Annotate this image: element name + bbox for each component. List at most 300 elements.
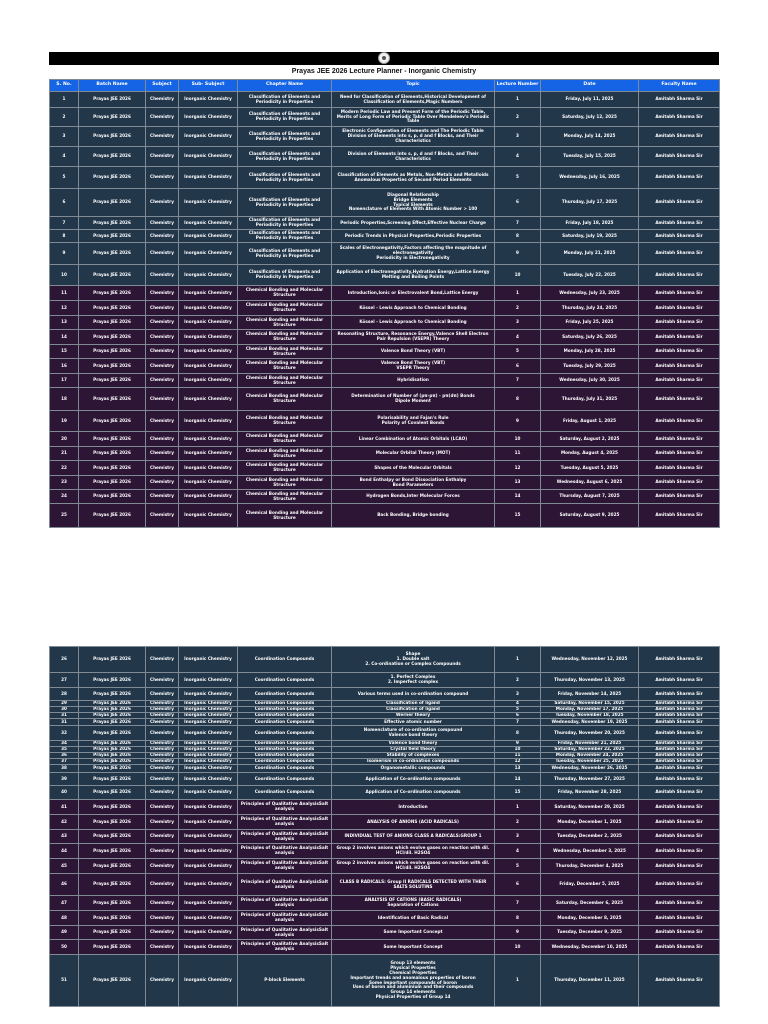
cell-chapter: Coordination Compounds: [238, 719, 332, 726]
cell-batch: Prayas JEE 2026: [79, 189, 146, 217]
cell-lecture-number: 1: [495, 800, 541, 815]
cell-batch: Prayas JEE 2026: [79, 359, 146, 374]
cell-faculty: Amitabh Sharma Sir: [639, 108, 720, 127]
cell-topic: Shapes of the Molecular Orbitals: [332, 461, 495, 476]
cell-date: Thursday, July 24, 2025: [541, 301, 639, 316]
cell-lecture-number: 5: [495, 707, 541, 713]
cell-topic: CLASS B RADICALS: Group II RADICALS DETECTED WITH THEIR SALTS SOLUTINS: [332, 874, 495, 896]
cell-lecture-number: 10: [495, 432, 541, 447]
cell-batch: Prayas JEE 2026: [79, 411, 146, 432]
table-row: [50, 926, 720, 940]
table-row: [50, 673, 720, 688]
cell-batch: Prayas JEE 2026: [79, 504, 146, 528]
cell-date: Monday, July 28, 2025: [541, 345, 639, 359]
table-row: [50, 874, 720, 896]
cell-batch: Prayas JEE 2026: [79, 461, 146, 476]
cell-topic: Kössel - Lewis Approach to Chemical Bonding: [332, 301, 495, 316]
cell-faculty: Amitabh Sharma Sir: [639, 286, 720, 301]
planner-table-top: [49, 79, 719, 528]
cell-sub-subject: Inorganic Chemistry: [179, 461, 238, 476]
cell-topic: Valence Bond Theory (VBT) VSEPR Theory: [332, 359, 495, 374]
cell-sno: 36: [50, 753, 79, 759]
cell-date: Friday, July 18, 2025: [541, 217, 639, 230]
cell-subject: Chemistry: [146, 490, 179, 504]
cell-subject: Chemistry: [146, 707, 179, 713]
cell-sno: 41: [50, 800, 79, 815]
cell-sno: 3: [50, 127, 79, 147]
cell-lecture-number: 8: [495, 388, 541, 411]
cell-chapter: Chemical Bonding and Molecular Structure: [238, 476, 332, 490]
table-row: [50, 127, 720, 147]
cell-subject: Chemistry: [146, 374, 179, 388]
cell-topic: Determination of Number of (pπ-pπ) - pπ(dπ) Bonds Dipole Moment: [332, 388, 495, 411]
cell-chapter: Principles of Qualitative AnalysisSalt analysis: [238, 830, 332, 844]
cell-topic: Nomenclature of co-ordination compound Valence bond theory: [332, 726, 495, 741]
cell-batch: Prayas JEE 2026: [79, 800, 146, 815]
cell-batch: Prayas JEE 2026: [79, 926, 146, 940]
cell-sub-subject: Inorganic Chemistry: [179, 713, 238, 719]
cell-chapter: Coordination Compounds: [238, 713, 332, 719]
cell-date: Friday, November 28, 2025: [541, 786, 639, 800]
cell-chapter: Chemical Bonding and Molecular Structure: [238, 301, 332, 316]
cell-date: Tuesday, November 18, 2025: [541, 713, 639, 719]
top-banner: [49, 52, 719, 65]
table-row: [50, 243, 720, 265]
cell-batch: Prayas JEE 2026: [79, 874, 146, 896]
cell-sub-subject: Inorganic Chemistry: [179, 800, 238, 815]
cell-topic: Application of Electronegativity,Hydration Energy,Lattice Energy Melting and Boiling Points: [332, 265, 495, 286]
cell-date: Friday, July 11, 2025: [541, 92, 639, 108]
cell-date: Saturday, July 12, 2025: [541, 108, 639, 127]
table-row: [50, 345, 720, 359]
cell-lecture-number: 3: [495, 127, 541, 147]
cell-faculty: Amitabh Sharma Sir: [639, 741, 720, 747]
cell-sno: 43: [50, 830, 79, 844]
table-row: [50, 759, 720, 765]
cell-subject: Chemistry: [146, 701, 179, 707]
cell-batch: Prayas JEE 2026: [79, 940, 146, 955]
cell-batch: Prayas JEE 2026: [79, 701, 146, 707]
cell-faculty: Amitabh Sharma Sir: [639, 490, 720, 504]
cell-date: Monday, December 1, 2025: [541, 815, 639, 830]
table-row: [50, 92, 720, 108]
page-title: Prayas JEE 2026 Lecture Planner - Inorganic Chemistry: [291, 68, 477, 75]
cell-chapter: Principles of Qualitative AnalysisSalt analysis: [238, 874, 332, 896]
cell-date: Wednesday, November 19, 2025: [541, 719, 639, 726]
cell-sub-subject: Inorganic Chemistry: [179, 726, 238, 741]
cell-batch: Prayas JEE 2026: [79, 765, 146, 773]
cell-faculty: Amitabh Sharma Sir: [639, 747, 720, 753]
cell-topic: Crystal field theory: [332, 747, 495, 753]
cell-sub-subject: Inorganic Chemistry: [179, 844, 238, 859]
cell-topic: ANALYSIS OF CATIONS (BASIC RADICALS) Separation of Cations: [332, 896, 495, 911]
cell-chapter: Chemical Bonding and Molecular Structure: [238, 286, 332, 301]
cell-faculty: Amitabh Sharma Sir: [639, 447, 720, 461]
cell-topic: Classification of Elements as Metals, Non-Metals and Metalloids Anomalous Properties of Second Period Elements: [332, 167, 495, 189]
cell-date: Friday, November 14, 2025: [541, 688, 639, 701]
cell-subject: Chemistry: [146, 719, 179, 726]
cell-faculty: Amitabh Sharma Sir: [639, 647, 720, 673]
cell-faculty: Amitabh Sharma Sir: [639, 844, 720, 859]
cell-subject: Chemistry: [146, 874, 179, 896]
cell-lecture-number: 13: [495, 476, 541, 490]
column-header: Date: [541, 80, 639, 92]
cell-date: Tuesday, December 9, 2025: [541, 926, 639, 940]
cell-sno: 18: [50, 388, 79, 411]
table-row: [50, 411, 720, 432]
cell-date: Thursday, July 17, 2025: [541, 189, 639, 217]
cell-batch: Prayas JEE 2026: [79, 316, 146, 330]
cell-sno: 20: [50, 432, 79, 447]
cell-faculty: Amitabh Sharma Sir: [639, 753, 720, 759]
table-row: [50, 301, 720, 316]
cell-sub-subject: Inorganic Chemistry: [179, 830, 238, 844]
cell-sno: 15: [50, 345, 79, 359]
column-header: Batch Name: [79, 80, 146, 92]
cell-faculty: Amitabh Sharma Sir: [639, 688, 720, 701]
cell-chapter: Coordination Compounds: [238, 673, 332, 688]
cell-batch: Prayas JEE 2026: [79, 243, 146, 265]
cell-date: Thursday, December 4, 2025: [541, 859, 639, 874]
cell-date: Monday, November 17, 2025: [541, 707, 639, 713]
cell-faculty: Amitabh Sharma Sir: [639, 701, 720, 707]
cell-lecture-number: 12: [495, 759, 541, 765]
cell-chapter: Principles of Qualitative AnalysisSalt analysis: [238, 844, 332, 859]
table-row: [50, 896, 720, 911]
cell-faculty: Amitabh Sharma Sir: [639, 926, 720, 940]
cell-topic: INDIVIDUAL TEST OF ANIONS CLASS A RADICALS:GROUP 1: [332, 830, 495, 844]
cell-topic: Resonating Structure, Resonance Energy,Valence Shell Electron Pair Repulsion (VSEPR) Theory: [332, 330, 495, 345]
cell-subject: Chemistry: [146, 940, 179, 955]
cell-sub-subject: Inorganic Chemistry: [179, 701, 238, 707]
cell-subject: Chemistry: [146, 411, 179, 432]
cell-lecture-number: 6: [495, 713, 541, 719]
cell-lecture-number: 9: [495, 243, 541, 265]
cell-subject: Chemistry: [146, 447, 179, 461]
table-row: [50, 147, 720, 167]
cell-batch: Prayas JEE 2026: [79, 688, 146, 701]
cell-subject: Chemistry: [146, 753, 179, 759]
cell-subject: Chemistry: [146, 167, 179, 189]
cell-date: Tuesday, November 25, 2025: [541, 759, 639, 765]
cell-topic: Various terms used in co-ordination compound: [332, 688, 495, 701]
cell-lecture-number: 5: [495, 859, 541, 874]
cell-sub-subject: Inorganic Chemistry: [179, 647, 238, 673]
cell-lecture-number: 4: [495, 147, 541, 167]
cell-sub-subject: Inorganic Chemistry: [179, 127, 238, 147]
cell-chapter: P-block Elements: [238, 955, 332, 1007]
cell-subject: Chemistry: [146, 786, 179, 800]
cell-lecture-number: 1: [495, 92, 541, 108]
cell-sno: 37: [50, 759, 79, 765]
cell-sno: 4: [50, 147, 79, 167]
cell-date: Tuesday, December 2, 2025: [541, 830, 639, 844]
table-row: [50, 265, 720, 286]
cell-chapter: Coordination Compounds: [238, 647, 332, 673]
cell-chapter: Chemical Bonding and Molecular Structure: [238, 411, 332, 432]
cell-subject: Chemistry: [146, 688, 179, 701]
cell-faculty: Amitabh Sharma Sir: [639, 874, 720, 896]
cell-lecture-number: 2: [495, 108, 541, 127]
cell-sno: 40: [50, 786, 79, 800]
cell-batch: Prayas JEE 2026: [79, 747, 146, 753]
cell-sub-subject: Inorganic Chemistry: [179, 217, 238, 230]
cell-sno: 29: [50, 701, 79, 707]
cell-faculty: Amitabh Sharma Sir: [639, 830, 720, 844]
planner-table-bottom: [49, 646, 719, 1007]
cell-lecture-number: 10: [495, 940, 541, 955]
cell-subject: Chemistry: [146, 432, 179, 447]
cell-batch: Prayas JEE 2026: [79, 286, 146, 301]
cell-batch: Prayas JEE 2026: [79, 301, 146, 316]
column-header: Lecture Number: [495, 80, 541, 92]
cell-sub-subject: Inorganic Chemistry: [179, 741, 238, 747]
cell-lecture-number: 2: [495, 673, 541, 688]
cell-lecture-number: 7: [495, 719, 541, 726]
cell-subject: Chemistry: [146, 127, 179, 147]
cell-sno: 31: [50, 713, 79, 719]
cell-batch: Prayas JEE 2026: [79, 447, 146, 461]
cell-topic: Hybridisation: [332, 374, 495, 388]
cell-faculty: Amitabh Sharma Sir: [639, 476, 720, 490]
cell-sno: 47: [50, 896, 79, 911]
cell-faculty: Amitabh Sharma Sir: [639, 896, 720, 911]
cell-chapter: Chemical Bonding and Molecular Structure: [238, 374, 332, 388]
cell-topic: Back Bonding, Bridge bonding: [332, 504, 495, 528]
cell-sub-subject: Inorganic Chemistry: [179, 673, 238, 688]
table-row: [50, 688, 720, 701]
cell-chapter: Chemical Bonding and Molecular Structure: [238, 504, 332, 528]
cell-sub-subject: Inorganic Chemistry: [179, 926, 238, 940]
cell-subject: Chemistry: [146, 673, 179, 688]
cell-topic: Bond Enthalpy or Bond Dissociation Enthalpy Bond Parameters: [332, 476, 495, 490]
cell-subject: Chemistry: [146, 230, 179, 243]
cell-sub-subject: Inorganic Chemistry: [179, 688, 238, 701]
cell-chapter: Classification of Elements and Periodicity in Properties: [238, 127, 332, 147]
cell-sub-subject: Inorganic Chemistry: [179, 765, 238, 773]
cell-chapter: Principles of Qualitative AnalysisSalt analysis: [238, 815, 332, 830]
table-row: [50, 330, 720, 345]
cell-topic: Group 2 involves anions which evolve gases on reaction with dil. HCl/dil. H2SO4: [332, 844, 495, 859]
cell-chapter: Coordination Compounds: [238, 773, 332, 786]
cell-faculty: Amitabh Sharma Sir: [639, 316, 720, 330]
table-row: [50, 786, 720, 800]
cell-batch: Prayas JEE 2026: [79, 265, 146, 286]
cell-chapter: Chemical Bonding and Molecular Structure: [238, 359, 332, 374]
cell-sno: 42: [50, 815, 79, 830]
cell-sno: 22: [50, 461, 79, 476]
cell-batch: Prayas JEE 2026: [79, 741, 146, 747]
cell-sub-subject: Inorganic Chemistry: [179, 388, 238, 411]
cell-date: Saturday, July 26, 2025: [541, 330, 639, 345]
cell-chapter: Chemical Bonding and Molecular Structure: [238, 447, 332, 461]
cell-faculty: Amitabh Sharma Sir: [639, 167, 720, 189]
cell-batch: Prayas JEE 2026: [79, 230, 146, 243]
cell-topic: Introduction,Ionic or Electrovalent Bond,Lattice Energy: [332, 286, 495, 301]
cell-topic: Group 2 involves anions which evolve gases on reaction with dil. HCl/dil. H2SO4: [332, 859, 495, 874]
cell-lecture-number: 13: [495, 765, 541, 773]
cell-sno: 14: [50, 330, 79, 345]
table-row: [50, 189, 720, 217]
cell-subject: Chemistry: [146, 301, 179, 316]
cell-chapter: Coordination Compounds: [238, 765, 332, 773]
cell-sub-subject: Inorganic Chemistry: [179, 911, 238, 926]
table-row: [50, 217, 720, 230]
cell-subject: Chemistry: [146, 926, 179, 940]
cell-batch: Prayas JEE 2026: [79, 330, 146, 345]
cell-chapter: Chemical Bonding and Molecular Structure: [238, 330, 332, 345]
cell-date: Wednesday, November 26, 2025: [541, 765, 639, 773]
cell-sub-subject: Inorganic Chemistry: [179, 359, 238, 374]
cell-lecture-number: 3: [495, 688, 541, 701]
cell-subject: Chemistry: [146, 815, 179, 830]
cell-topic: Hydrogen Bonds,Inter Molecular Forces: [332, 490, 495, 504]
cell-batch: Prayas JEE 2026: [79, 92, 146, 108]
cell-faculty: Amitabh Sharma Sir: [639, 359, 720, 374]
cell-date: Monday, July 14, 2025: [541, 127, 639, 147]
cell-faculty: Amitabh Sharma Sir: [639, 147, 720, 167]
cell-lecture-number: 9: [495, 411, 541, 432]
cell-sno: 23: [50, 476, 79, 490]
table-row: [50, 647, 720, 673]
cell-topic: ANALYSIS OF ANIONS (ACID RADICALS): [332, 815, 495, 830]
table-row: [50, 844, 720, 859]
cell-topic: Division of Elements into s, p, d and f Blocks, and Their Characteristics: [332, 147, 495, 167]
cell-sno: 39: [50, 773, 79, 786]
cell-chapter: Coordination Compounds: [238, 786, 332, 800]
cell-sub-subject: Inorganic Chemistry: [179, 345, 238, 359]
cell-batch: Prayas JEE 2026: [79, 476, 146, 490]
cell-date: Saturday, November 29, 2025: [541, 800, 639, 815]
cell-lecture-number: 1: [495, 955, 541, 1007]
cell-date: Saturday, August 2, 2025: [541, 432, 639, 447]
cell-faculty: Amitabh Sharma Sir: [639, 786, 720, 800]
table-row: [50, 432, 720, 447]
cell-topic: Diagonal Relationship Bridge Elements Typical Elements Nomenclature of Elements With Atomic Number > 100: [332, 189, 495, 217]
cell-date: Thursday, July 31, 2025: [541, 388, 639, 411]
cell-batch: Prayas JEE 2026: [79, 673, 146, 688]
cell-sno: 12: [50, 301, 79, 316]
cell-chapter: Classification of Elements and Periodicity in Properties: [238, 217, 332, 230]
cell-faculty: Amitabh Sharma Sir: [639, 230, 720, 243]
cell-chapter: Principles of Qualitative AnalysisSalt analysis: [238, 896, 332, 911]
cell-subject: Chemistry: [146, 316, 179, 330]
cell-batch: Prayas JEE 2026: [79, 432, 146, 447]
cell-sub-subject: Inorganic Chemistry: [179, 108, 238, 127]
cell-batch: Prayas JEE 2026: [79, 647, 146, 673]
cell-faculty: Amitabh Sharma Sir: [639, 719, 720, 726]
cell-subject: Chemistry: [146, 345, 179, 359]
cell-subject: Chemistry: [146, 713, 179, 719]
cell-batch: Prayas JEE 2026: [79, 773, 146, 786]
cell-faculty: Amitabh Sharma Sir: [639, 461, 720, 476]
cell-faculty: Amitabh Sharma Sir: [639, 388, 720, 411]
cell-chapter: Principles of Qualitative AnalysisSalt analysis: [238, 940, 332, 955]
cell-subject: Chemistry: [146, 476, 179, 490]
cell-faculty: Amitabh Sharma Sir: [639, 940, 720, 955]
cell-batch: Prayas JEE 2026: [79, 374, 146, 388]
cell-sub-subject: Inorganic Chemistry: [179, 316, 238, 330]
cell-lecture-number: 6: [495, 874, 541, 896]
cell-chapter: Chemical Bonding and Molecular Structure: [238, 490, 332, 504]
cell-date: Wednesday, December 10, 2025: [541, 940, 639, 955]
cell-chapter: Principles of Qualitative AnalysisSalt analysis: [238, 800, 332, 815]
cell-batch: Prayas JEE 2026: [79, 815, 146, 830]
logo-icon: [378, 52, 390, 64]
cell-sno: 32: [50, 726, 79, 741]
cell-sno: 5: [50, 167, 79, 189]
cell-sno: 31: [50, 719, 79, 726]
cell-sub-subject: Inorganic Chemistry: [179, 707, 238, 713]
column-header: Topic: [332, 80, 495, 92]
cell-sno: 25: [50, 504, 79, 528]
cell-batch: Prayas JEE 2026: [79, 786, 146, 800]
cell-sub-subject: Inorganic Chemistry: [179, 896, 238, 911]
table-row: [50, 765, 720, 773]
cell-chapter: Coordination Compounds: [238, 701, 332, 707]
cell-chapter: Classification of Elements and Periodicity in Properties: [238, 243, 332, 265]
cell-subject: Chemistry: [146, 330, 179, 345]
cell-subject: Chemistry: [146, 765, 179, 773]
table-row: [50, 815, 720, 830]
cell-faculty: Amitabh Sharma Sir: [639, 432, 720, 447]
cell-topic: Application of Co-ordination compounds: [332, 786, 495, 800]
cell-chapter: Classification of Elements and Periodicity in Properties: [238, 108, 332, 127]
cell-faculty: Amitabh Sharma Sir: [639, 92, 720, 108]
cell-date: Wednesday, August 6, 2025: [541, 476, 639, 490]
cell-date: Monday, November 24, 2025: [541, 753, 639, 759]
cell-topic: Modern Periodic Law and Present Form of the Periodic Table, Merits of Long Form of Periodic Table Over Mendeleev's Periodic Table: [332, 108, 495, 127]
cell-subject: Chemistry: [146, 461, 179, 476]
table-row: [50, 461, 720, 476]
cell-chapter: Classification of Elements and Periodicity in Properties: [238, 167, 332, 189]
cell-topic: Periodic Properties,Screening Effect,Effective Nuclear Charge: [332, 217, 495, 230]
cell-sno: 2: [50, 108, 79, 127]
cell-topic: Need for Classification of Elements,Historical Development of Classification of Elements,Magic Numbers: [332, 92, 495, 108]
cell-chapter: Principles of Qualitative AnalysisSalt analysis: [238, 859, 332, 874]
cell-subject: Chemistry: [146, 759, 179, 765]
cell-topic: Classification of ligand: [332, 707, 495, 713]
column-header: Faculty Name: [639, 80, 720, 92]
cell-subject: Chemistry: [146, 388, 179, 411]
table-header-row: [50, 80, 720, 92]
cell-sno: 35: [50, 747, 79, 753]
cell-lecture-number: 10: [495, 747, 541, 753]
cell-sno: 51: [50, 955, 79, 1007]
cell-batch: Prayas JEE 2026: [79, 345, 146, 359]
cell-lecture-number: 4: [495, 701, 541, 707]
cell-topic: 1. Perfect Complex 2. Imperfect complex: [332, 673, 495, 688]
table-row: [50, 230, 720, 243]
cell-topic: Scales of Electronegativity,Factors affecting the magnitude of electronegativity Periodicity in Electronegativity: [332, 243, 495, 265]
cell-topic: Periodic Trends in Physical Properties,Periodic Properties: [332, 230, 495, 243]
cell-batch: Prayas JEE 2026: [79, 911, 146, 926]
cell-faculty: Amitabh Sharma Sir: [639, 374, 720, 388]
cell-chapter: Chemical Bonding and Molecular Structure: [238, 316, 332, 330]
table-row: [50, 490, 720, 504]
cell-sno: 46: [50, 874, 79, 896]
cell-date: Wednesday, July 23, 2025: [541, 286, 639, 301]
cell-chapter: Chemical Bonding and Molecular Structure: [238, 345, 332, 359]
cell-batch: Prayas JEE 2026: [79, 753, 146, 759]
cell-subject: Chemistry: [146, 896, 179, 911]
cell-chapter: Coordination Compounds: [238, 726, 332, 741]
cell-lecture-number: 11: [495, 447, 541, 461]
cell-sub-subject: Inorganic Chemistry: [179, 92, 238, 108]
cell-batch: Prayas JEE 2026: [79, 844, 146, 859]
cell-lecture-number: 1: [495, 286, 541, 301]
cell-faculty: Amitabh Sharma Sir: [639, 330, 720, 345]
